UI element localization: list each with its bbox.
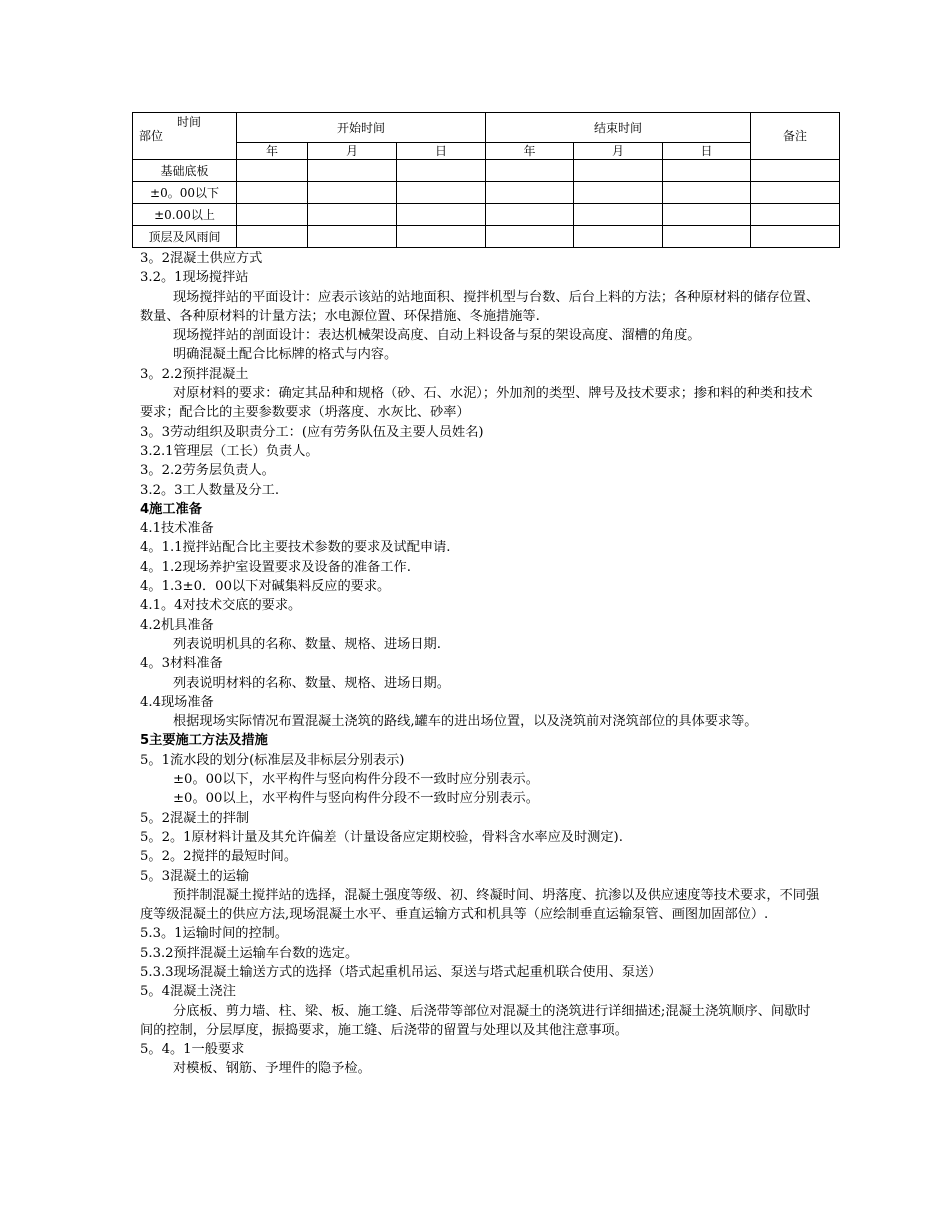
table-row	[133, 160, 840, 182]
row-label: ±0。00以下	[133, 182, 237, 204]
remark-header: 备注	[751, 113, 840, 160]
table-subheader-row	[133, 143, 840, 160]
list-item: 5.3.3现场混凝土输送方式的选择（塔式起重机吊运、泵送与塔式起重机联合使用、泵送）	[140, 964, 662, 980]
table-row	[133, 204, 840, 226]
corner-part-label: 部位	[139, 129, 164, 143]
list-item: 3.2.1管理层（工长）负责人。	[140, 443, 319, 459]
paragraph: 对模板、钢筋、予埋件的隐予检。	[173, 1061, 371, 1077]
paragraph: 分底板、剪力墙、柱、梁、板、施工缝、后浇带等部位对混凝土的浇筑进行详细描述;混凝土浇筑顺序、间歇时间的控制，分层厚度，振捣要求，施工缝、后浇带的留置与处理以及其他注意事项。	[140, 1003, 811, 1038]
subsection-heading: 5。1流水段的划分(标准层及非标层分别表示)	[140, 752, 405, 768]
subsection-heading: 5。4混凝土浇注	[140, 984, 236, 1000]
start-month-header: 月	[308, 143, 397, 160]
table-header-row	[133, 113, 840, 143]
end-time-header: 结束时间	[486, 113, 751, 143]
section-heading: 5主要施工方法及措施	[140, 733, 268, 749]
paragraph: 预拌制混凝土搅拌站的选择，混凝土强度等级、初、终凝时间、坍落度、抗渗以及供应速度等技术要求，不同强度等级混凝土的供应方法,现场混凝土水平、垂直运输方式和机具等（应绘制垂直运输泵管、画图加固部位）.	[140, 887, 820, 923]
paragraph: 现场搅拌站的平面设计：应表示该站的站地面积、搅拌机型与台数、后台上料的方法；各种原材料的储存位置、数量、各种原材料的计量方法；水电源位置、环保措施、冬施措施等.	[140, 289, 820, 324]
start-year-header: 年	[237, 143, 308, 160]
paragraph: 现场搅拌站的剖面设计：表达机械架设高度、自动上料设备与泵的架设高度、溜槽的角度。	[173, 328, 701, 344]
list-item: 5。2。1原材料计量及其允许偏差（计量设备应定期校验，骨料含水率应及时测定).	[140, 829, 623, 845]
subsection-heading: 3。2.2预拌混凝土	[140, 366, 249, 382]
list-item: 4.1。4对技术交底的要求。	[140, 598, 302, 614]
subsection-heading: 4.1技术准备	[140, 521, 214, 537]
list-item: 4。1.3±0．00以下对碱集料反应的要求。	[140, 579, 391, 595]
paragraph: 列表说明机具的名称、数量、规格、进场日期.	[173, 636, 441, 652]
list-item: 3。2.2劳务层负责人。	[140, 463, 275, 479]
paragraph: 根据现场实际情况布置混凝土浇筑的路线,罐车的进出场位置，以及浇筑前对浇筑部位的具体要求等。	[173, 714, 758, 730]
paragraph: ±0。00以上，水平构件与竖向构件分段不一致时应分别表示。	[173, 791, 539, 807]
subsection-heading: 5。4。1一般要求	[140, 1042, 245, 1058]
start-time-header: 开始时间	[237, 113, 486, 143]
table-corner-cell	[133, 113, 237, 160]
end-year-header: 年	[486, 143, 574, 160]
schedule-table	[132, 112, 840, 248]
start-day-header: 日	[397, 143, 486, 160]
list-item: 5.3。1运输时间的控制。	[140, 926, 289, 942]
paragraph: ±0。00以下，水平构件与竖向构件分段不一致时应分别表示。	[173, 772, 539, 788]
subsection-heading: 5。3混凝土的运输	[140, 868, 250, 884]
corner-time-label: 时间	[177, 115, 202, 129]
section-heading: 4施工准备	[140, 501, 202, 517]
subsection-heading: 3.2。1现场搅拌站	[140, 270, 249, 286]
end-day-header: 日	[663, 143, 751, 160]
subsection-heading: 3。3劳动组织及职责分工：(应有劳务队伍及主要人员姓名)	[140, 424, 484, 440]
list-item: 4。1.2现场养护室设置要求及设备的准备工作.	[140, 559, 411, 575]
list-item: 3.2。3工人数量及分工.	[140, 482, 280, 498]
subsection-heading: 4.4现场准备	[140, 694, 214, 710]
paragraph: 明确混凝土配合比标牌的格式与内容。	[173, 347, 398, 363]
subsection-heading: 4.2机具准备	[140, 617, 214, 633]
row-label: 顶层及风雨间	[133, 226, 237, 248]
paragraph: 列表说明材料的名称、数量、规格、进场日期。	[173, 675, 450, 691]
list-item: 5。2。2搅拌的最短时间。	[140, 849, 298, 865]
row-label: 基础底板	[133, 160, 237, 182]
row-label: ±0.00以上	[133, 204, 237, 226]
list-item: 4。1.1搅拌站配合比主要技术参数的要求及试配申请.	[140, 540, 451, 556]
table-row	[133, 182, 840, 204]
subsection-heading: 3。2混凝土供应方式	[140, 251, 263, 266]
subsection-heading: 5。2混凝土的拌制	[140, 810, 250, 826]
paragraph: 对原材料的要求：确定其品种和规格（砂、石、水泥）；外加剂的类型、牌号及技术要求；掺和料的种类和技术要求；配合比的主要参数要求（坍落度、水灰比、砂率）	[140, 386, 813, 421]
subsection-heading: 4。3材料准备	[140, 656, 223, 672]
table-row	[133, 226, 840, 248]
end-month-header: 月	[574, 143, 663, 160]
document-body	[140, 249, 820, 1079]
list-item: 5.3.2预拌混凝土运输车台数的选定。	[140, 945, 359, 961]
